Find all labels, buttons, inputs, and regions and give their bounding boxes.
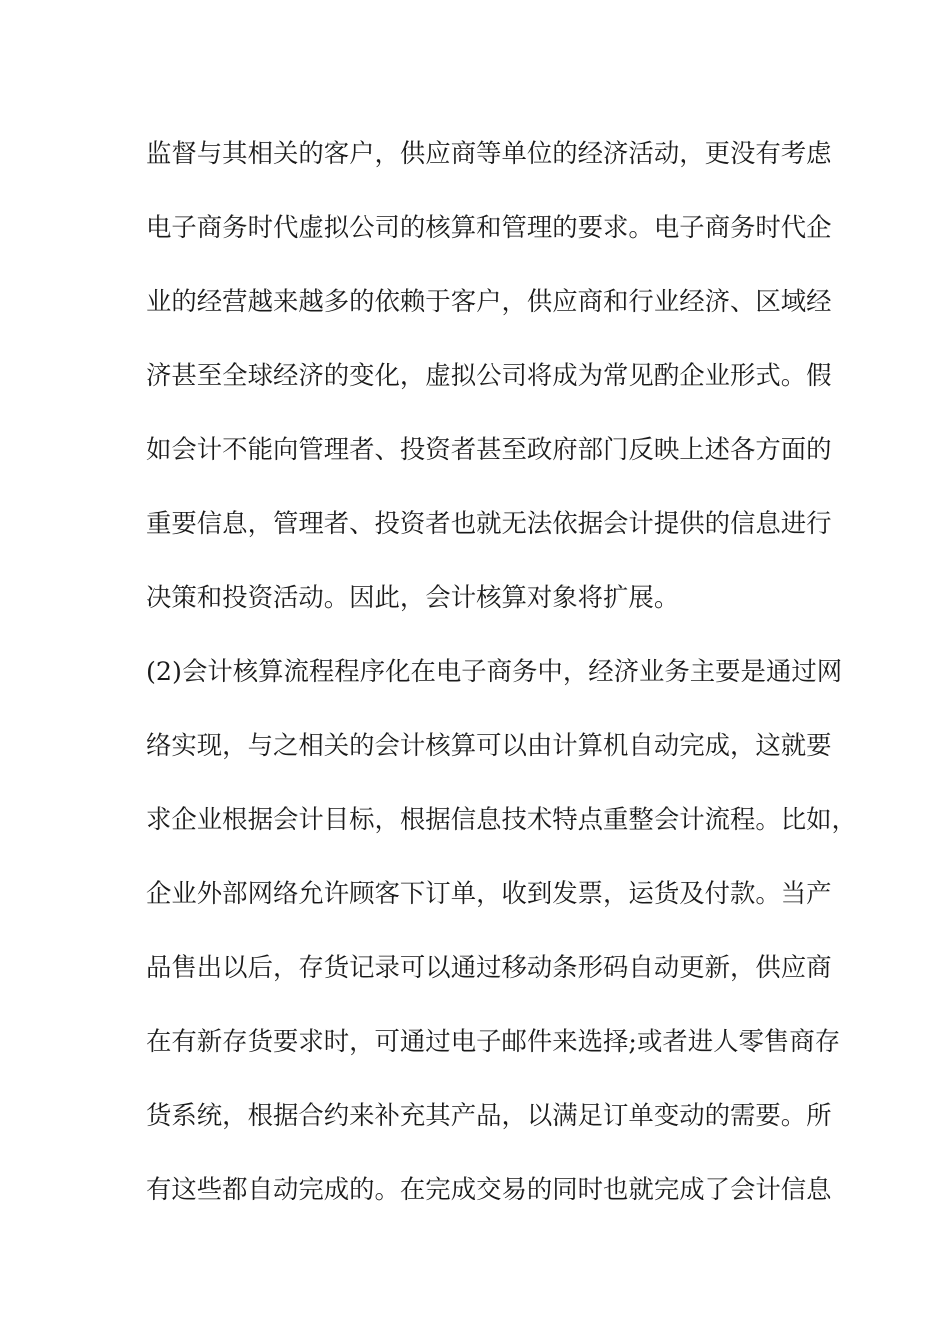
text-line-9: 络实现，与之相关的会计核算可以由计算机自动完成，这就要 xyxy=(146,730,832,760)
text-line-6: 重要信息，管理者、投资者也就无法依据会计提供的信息进行 xyxy=(146,508,832,538)
text-line-1: 监督与其相关的客户，供应商等单位的经济活动，更没有考虑 xyxy=(146,138,832,168)
text-line-3: 业的经营越来越多的依赖于客户，供应商和行业经济、区域经 xyxy=(146,286,832,316)
text-line-4: 济甚至全球经济的变化，虚拟公司将成为常见酌企业形式。假 xyxy=(146,360,832,390)
text-line-7: 决策和投资活动。因此，会计核算对象将扩展。 xyxy=(146,582,680,612)
text-line-2: 电子商务时代虚拟公司的核算和管理的要求。电子商务时代企 xyxy=(146,212,832,242)
text-line-8: (2)会计核算流程程序化在电子商务中，经济业务主要是通过网 xyxy=(146,656,843,686)
text-line-12: 品售出以后，存货记录可以通过移动条形码自动更新，供应商 xyxy=(146,952,832,982)
text-line-5: 如会计不能向管理者、投资者甚至政府部门反映上述各方面的 xyxy=(146,434,832,464)
text-line-14: 货系统，根据合约来补充其产品，以满足订单变动的需要。所 xyxy=(146,1100,832,1130)
text-line-15: 有这些都自动完成的。在完成交易的同时也就完成了会计信息 xyxy=(146,1174,832,1204)
text-line-11: 企业外部网络允许顾客下订单，收到发票，运货及付款。当产 xyxy=(146,878,832,908)
text-line-10: 求企业根据会计目标，根据信息技术特点重整会计流程。比如， xyxy=(146,804,857,834)
body-text xyxy=(146,128,857,1238)
text-line-13: 在有新存货要求时，可通过电子邮件来选择;或者进人零售商存 xyxy=(146,1026,841,1056)
